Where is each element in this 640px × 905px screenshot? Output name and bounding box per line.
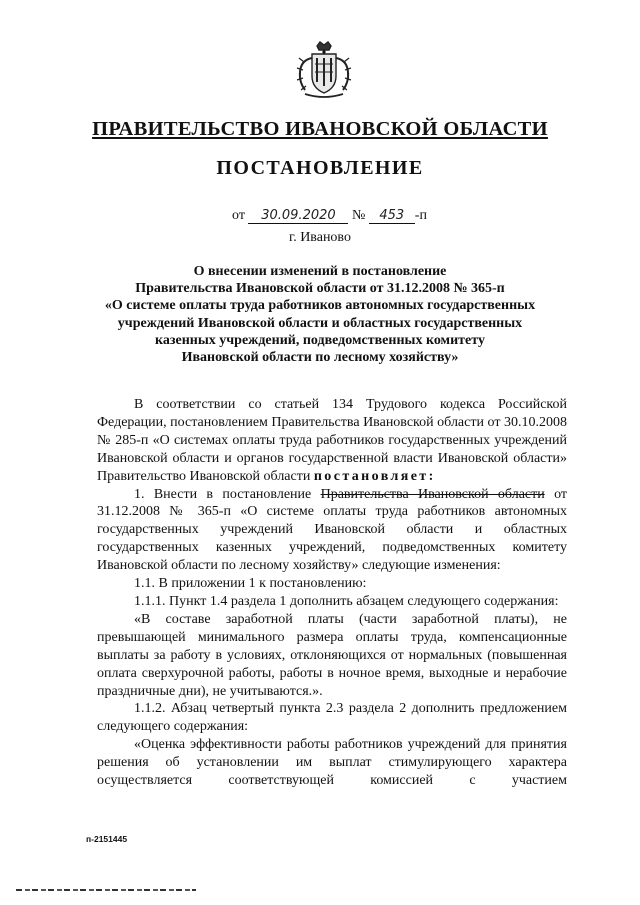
heading-line: Правительства Ивановской области от 31.12.2008 № 365-п [135,281,505,297]
document-number: 453 [369,208,415,224]
paragraph-quote-1: «В составе заработной платы (части заработной платы), не превышающей минимального размера оплаты труда, компенсационные выплаты за работу в условиях, отклоняющихся от нормальных (повышенная оплата сверхурочной работы, работы в ночное время, выходные и нерабочие праздничные дни), не учитываются.». [97,611,567,699]
scan-artifact-strip [16,889,196,891]
document-date: 30.09.2020 [248,208,348,224]
item-1-text-start: 1. Внести в постановление [134,486,312,502]
heading-line: учреждений Ивановской области и областных государственных [117,315,523,331]
date-number-line [232,208,427,224]
paragraph-item-1-1: 1.1. В приложении 1 к постановлению: [134,576,367,592]
city: г. Иваново [289,230,351,245]
struck-text: Правительства Ивановской области [320,486,545,502]
heading-line: Ивановской области по лесному хозяйству» [181,350,459,366]
document-type: ПОСТАНОВЛЕНИЕ [216,157,424,179]
number-sign: № [351,208,366,223]
coat-of-arms-icon [295,40,353,102]
number-suffix: -п [414,208,427,223]
heading-line: «О системе оплаты труда работников автономных государственных [104,298,536,314]
document-heading [90,263,550,366]
heading-line: О внесении изменений в постановление [193,264,447,279]
footer-code: п-2151445 [86,834,128,844]
document-body [97,396,567,790]
paragraph-quote-2: «Оценка эффективности работы работников учреждений для принятия решения об установлении им выплат стимулирующего характера осуществляется соответствующей комиссией с участием [97,737,567,789]
item-1-text-end: от 31.12.2008 № 365-п «О системе оплаты труда работников автономных государственных учреждений Ивановской области и областных государственных казенных учреждений, подведомственных комитету Ивановской области по лесному хозяйству» следующие изменения: [97,486,568,574]
paragraph-item-1 [97,486,567,576]
government-title: ПРАВИТЕЛЬСТВО ИВАНОВСКОЙ ОБЛАСТИ [92,118,548,140]
paragraph-preamble [97,396,567,486]
paragraph-item-1-1-2: 1.1.2. Абзац четвертый пункта 2.3 раздела 2 дополнить предложением следующего содержания: [97,701,567,735]
resolves-word: постановляет: [313,468,436,484]
heading-line: казенных учреждений, подведомственных комитету [155,332,485,348]
date-prefix: от [232,208,245,223]
paragraph-item-1-1-1: 1.1.1. Пункт 1.4 раздела 1 дополнить абзацем следующего содержания: [134,593,559,609]
preamble-text: В соответствии со статьей 134 Трудового кодекса Российской Федерации, постановлением Правительства Ивановской области от 30.10.2008 № 285-п «О системах оплаты труда работников государственных учреждений Ивановской области и органов государственной власти Ивановской области» Правительство Ивановской области [97,397,567,484]
